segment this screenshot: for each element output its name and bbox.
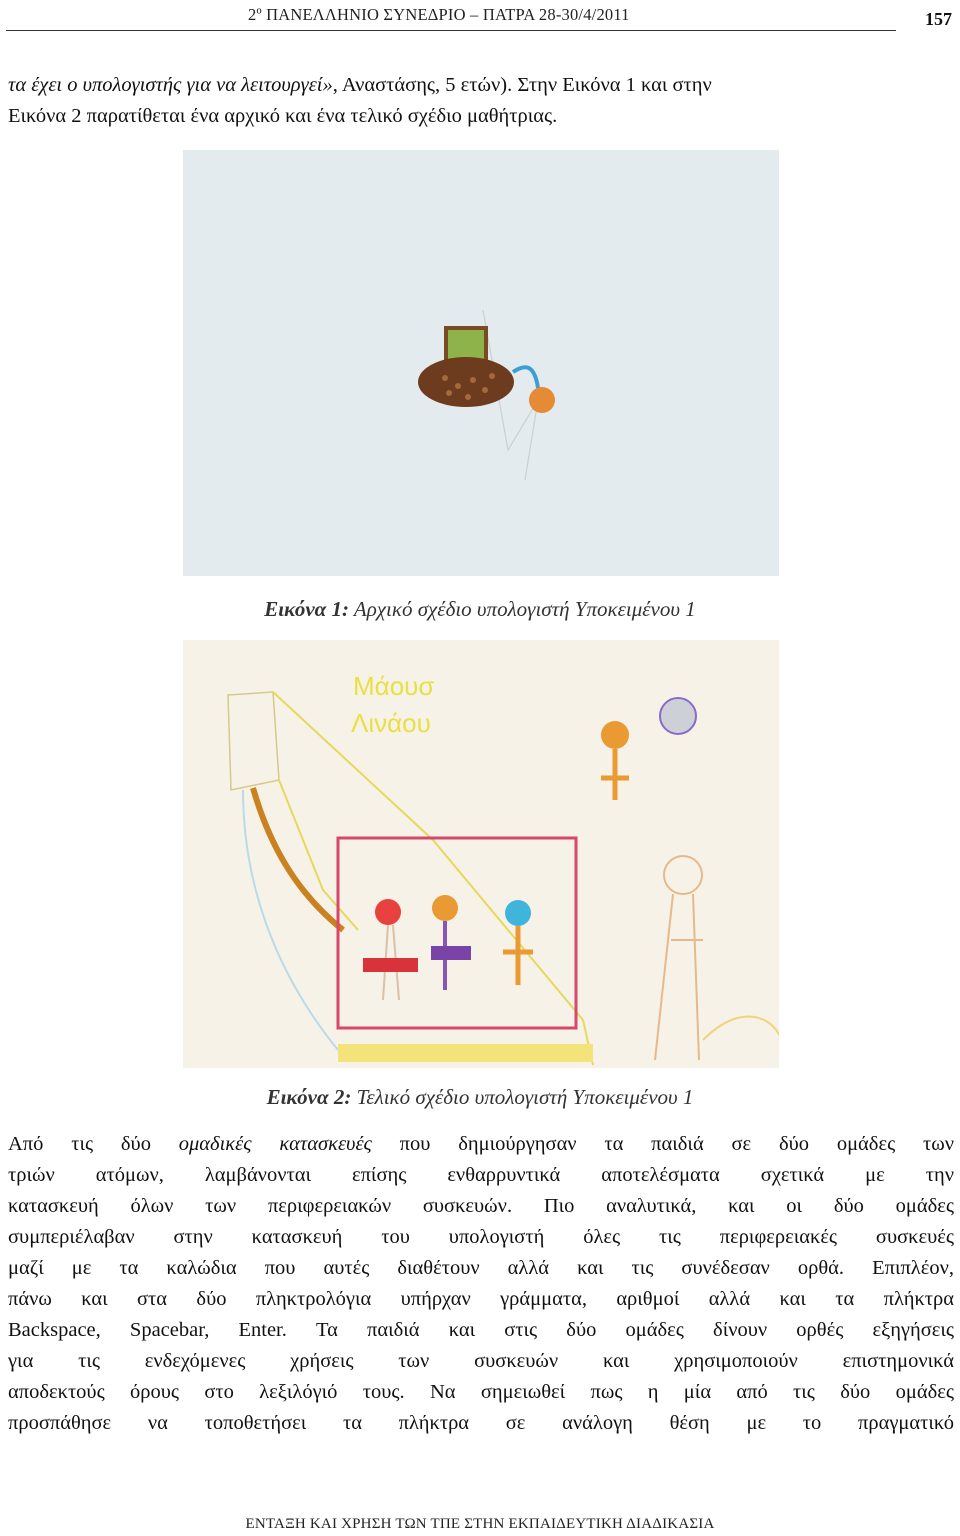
figure-1-svg — [183, 150, 779, 576]
drawing-mouse-shape — [529, 387, 555, 413]
figure-2-caption-text: Τελικό σχέδιο υπολογιστή Υποκειμένου 1 — [351, 1085, 694, 1109]
body-line-7: Backspace, Spacebar, Enter. Τα παιδιά και στις δύο ομάδες δίνουν ορθές εξηγήσεις — [8, 1319, 954, 1341]
body-line-1-end: που δημιούργησαν τα παιδιά σε δύο ομάδες των — [371, 1133, 954, 1155]
page-header — [0, 0, 960, 40]
figure-2-caption — [0, 1085, 960, 1110]
header-rule — [6, 30, 896, 31]
intro-quote: τα έχει ο υπολογιστής για να λειτουργεί» — [8, 74, 333, 96]
body-italic-term: ομαδικές κατασκευές — [178, 1133, 372, 1155]
page-number: 157 — [925, 9, 952, 29]
drawing-red-circle — [375, 899, 401, 925]
body-line-1-start: Από τις δύο — [8, 1133, 179, 1155]
drawing-base-shape — [418, 357, 514, 407]
body-line-4: συμπεριέλαβαν στην κατασκευή του υπολογιστή όλες τις περιφερειακές συσκευές — [8, 1226, 954, 1248]
body-line-10: προσπάθησε να τοποθετήσει τα πλήκτρα σε ανάλογη θέση με το πραγματικό — [8, 1412, 954, 1434]
intro-line-1 — [8, 70, 954, 101]
drawing-grey-circle — [660, 698, 696, 734]
drawing-keyboard-strip — [338, 1044, 593, 1062]
figure-2-drawing — [183, 640, 779, 1068]
body-line-5: μαζί με τα καλώδια που αυτές διαθέτουν αλλά και τις συνέδεσαν ορθά. Επιπλέον, — [8, 1257, 954, 1279]
body-line-1 — [8, 1129, 954, 1160]
figure-1-caption-text: Αρχικό σχέδιο υπολογιστή Υποκειμένου 1 — [349, 597, 696, 621]
figure-1-drawing — [183, 150, 779, 576]
intro-line-2: Εικόνα 2 παρατίθεται ένα αρχικό και ένα τελικό σχέδιο μαθήτριας. — [8, 105, 558, 127]
figure-2-label: Εικόνα 2: — [266, 1085, 352, 1109]
body-line-9: αποδεκτούς όρους στο λεξιλόγιό τους. Να σημειωθεί πως η μία από τις δύο ομάδες — [8, 1381, 954, 1403]
handwriting-word-1: Μάουσ — [353, 671, 435, 701]
body-line-2: τριών ατόμων, λαμβάνονται επίσης ενθαρρυντικά αποτελέσματα σχετικά με την — [8, 1164, 954, 1186]
figure-1-caption — [0, 597, 960, 622]
drawing-orange-circle — [601, 721, 629, 749]
page-footer: ΕΝΤΑΞΗ ΚΑΙ ΧΡΗΣΗ ΤΩΝ ΤΠΕ ΣΤΗΝ ΕΚΠΑΙΔΕΥΤΙΚΗ ΔΙΑΔΙΚΑΣΙΑ — [245, 1516, 715, 1532]
body-line-3: κατασκευή όλων των περιφερειακών συσκευών. Πιο αναλυτικά, και οι δύο ομάδες — [8, 1195, 954, 1217]
body-paragraph — [8, 1129, 954, 1439]
intro-line-1-rest: , Αναστάσης, 5 ετών). Στην Εικόνα 1 και στην — [332, 74, 712, 96]
figure-1-label: Εικόνα 1: — [264, 597, 350, 621]
drawing-orange-circle-2 — [432, 895, 458, 921]
drawing-blue-circle — [505, 900, 531, 926]
conference-title: 2º ΠΑΝΕΛΛΗΝΙΟ ΣΥΝΕΔΡΙΟ – ΠΑΤΡΑ 28-30/4/2011 — [248, 5, 630, 24]
intro-paragraph — [8, 70, 954, 132]
body-line-8: για τις ενδεχόμενες χρήσεις των συσκευών και χρησιμοποιούν επιστημονικά — [8, 1350, 954, 1372]
figure-2-svg — [183, 640, 779, 1068]
body-line-6: πάνω και στα δύο πληκτρολόγια υπήρχαν γράμματα, αριθμοί αλλά και τα πλήκτρα — [8, 1288, 954, 1310]
drawing-red-bar — [363, 958, 418, 972]
drawing-purple-bar — [431, 946, 471, 960]
handwriting-word-2: Λινάου — [351, 708, 431, 738]
